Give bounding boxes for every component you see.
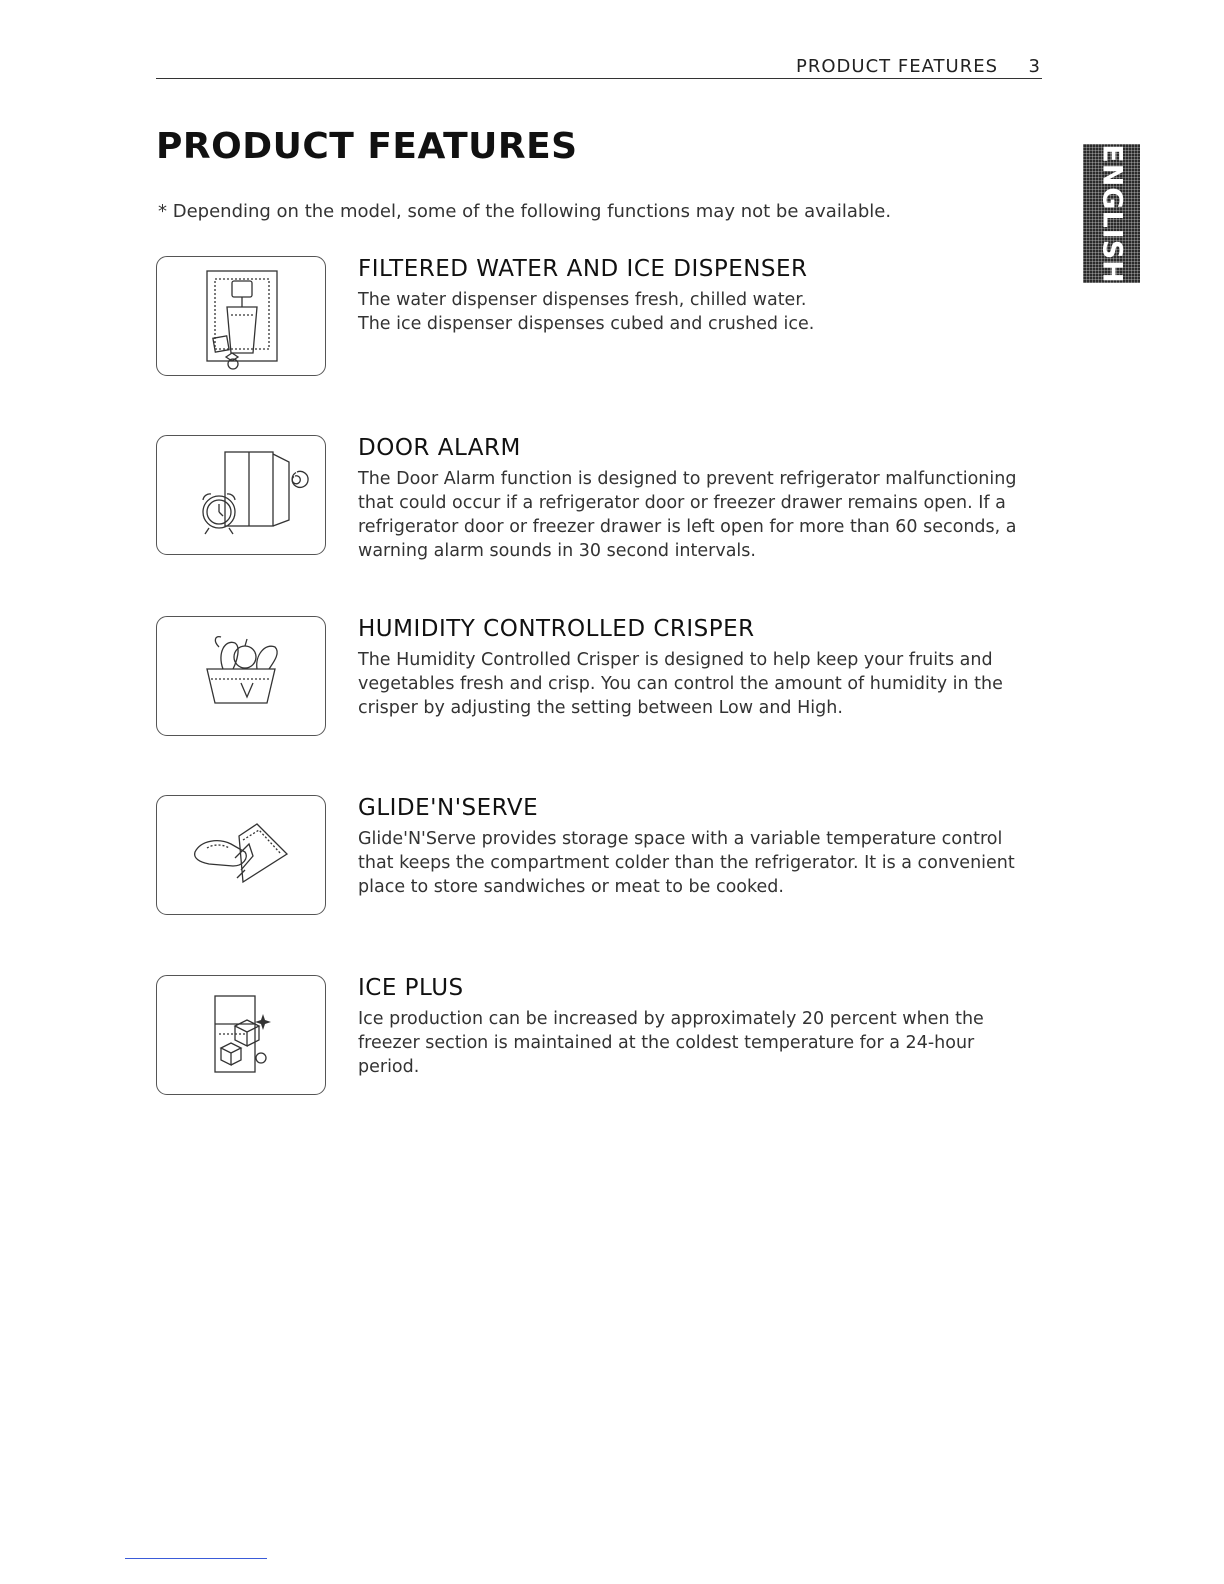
ice-plus-icon (157, 976, 324, 1093)
door-alarm-icon (157, 436, 324, 553)
feature-description-line: that could occur if a refrigerator door or freezer drawer remains open. If a (358, 493, 1006, 513)
feature-description (358, 467, 1038, 563)
icon-frame (156, 256, 326, 376)
running-header (156, 52, 1042, 79)
feature-description-line: The ice dispenser dispenses cubed and crushed ice. (358, 314, 815, 334)
feature-description-line: The Humidity Controlled Crisper is designed to help keep your fruits and (358, 650, 993, 670)
glide-n-serve-icon (157, 796, 324, 913)
page-number: 3 (1028, 56, 1040, 77)
feature-title: DOOR ALARM (358, 435, 521, 461)
feature-description-line: period. (358, 1057, 420, 1077)
language-tab (1083, 144, 1140, 283)
feature-description-line: The water dispenser dispenses fresh, chilled water. (358, 290, 807, 310)
feature-description-line: Glide'N'Serve provides storage space with a variable temperature control (358, 829, 1003, 849)
icon-frame (156, 975, 326, 1095)
water-dispenser-icon (157, 257, 324, 374)
icon-frame (156, 616, 326, 736)
icon-frame (156, 795, 326, 915)
feature-title: FILTERED WATER AND ICE DISPENSER (358, 256, 808, 282)
feature-description-line: crisper by adjusting the setting between Low and High. (358, 698, 843, 718)
feature-description-line: warning alarm sounds in 30 second intervals. (358, 541, 756, 561)
page-title: PRODUCT FEATURES (156, 126, 578, 167)
icon-frame (156, 435, 326, 555)
feature-title: GLIDE'N'SERVE (358, 795, 539, 821)
feature-description (358, 288, 1038, 336)
running-title: PRODUCT FEATURES (796, 56, 998, 77)
feature-title: ICE PLUS (358, 975, 464, 1001)
feature-ice-plus (156, 975, 1046, 1100)
feature-description (358, 1007, 1038, 1079)
feature-description (358, 827, 1038, 899)
feature-filtered-water-ice-dispenser (156, 256, 1046, 381)
feature-description-line: The Door Alarm function is designed to prevent refrigerator malfunctioning (358, 469, 1017, 489)
footer-rule (125, 1558, 267, 1559)
feature-description-line: that keeps the compartment colder than the refrigerator. It is a convenient (358, 853, 1015, 873)
feature-description-line: place to store sandwiches or meat to be cooked. (358, 877, 784, 897)
feature-humidity-controlled-crisper (156, 616, 1046, 741)
feature-description (358, 648, 1038, 720)
feature-door-alarm (156, 435, 1046, 560)
feature-description-line: refrigerator door or freezer drawer is left open for more than 60 seconds, a (358, 517, 1017, 537)
feature-glide-n-serve (156, 795, 1046, 920)
feature-description-line: freezer section is maintained at the coldest temperature for a 24-hour (358, 1033, 975, 1053)
feature-description-line: vegetables fresh and crisp. You can control the amount of humidity in the (358, 674, 1003, 694)
availability-note: * Depending on the model, some of the following functions may not be available. (158, 201, 892, 222)
crisper-icon (157, 617, 324, 734)
feature-description-line: Ice production can be increased by approximately 20 percent when the (358, 1009, 984, 1029)
language-tab-label: ENGLISH (1096, 143, 1127, 284)
feature-title: HUMIDITY CONTROLLED CRISPER (358, 616, 755, 642)
